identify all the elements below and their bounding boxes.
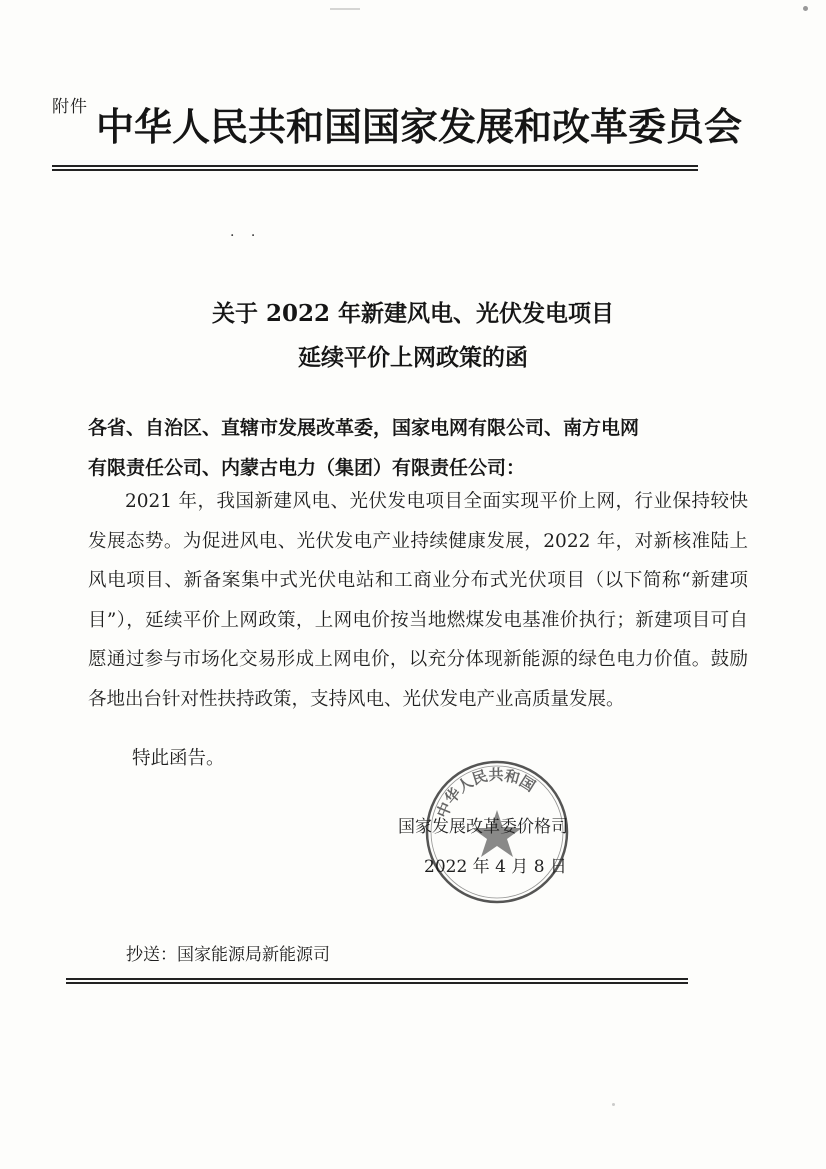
addressee xyxy=(88,408,748,488)
addressee-line-2: 有限责任公司、内蒙古电力（集团）有限责任公司： xyxy=(88,457,526,479)
title-line-1: 关于 2022 年新建风电、光伏发电项目 xyxy=(211,300,615,327)
addressee-line-1: 各省、自治区、直辖市发展改革委，国家电网有限公司、南方电网 xyxy=(88,417,640,439)
body-text xyxy=(88,482,748,719)
signing-organization: 国家发展改革委价格司 xyxy=(398,817,568,837)
attachment-label: 附件 xyxy=(52,97,88,117)
cc-line: 抄送：国家能源局新能源司 xyxy=(126,945,330,965)
scan-speck xyxy=(803,6,808,11)
document-title xyxy=(0,292,826,380)
signing-date: 2022 年 4 月 8 日 xyxy=(424,857,567,877)
scan-speck xyxy=(612,1103,615,1106)
svg-text:中华人民共和国: 中华人民共和国 xyxy=(433,765,539,821)
body-paragraph: 2021 年，我国新建风电、光伏发电项目全面实现平价上网，行业保持较快发展态势。为促进风电、光伏发电产业持续健康发展，2022 年，对新核准陆上风电项目、新备案集中式光伏电站和工商业分布式光伏项目（以下简称“新建项目”），延续平价上网政策，上网电价按当地燃煤发电基准价执行；新建项目可自愿通过参与市场化交易形成上网电价，以充分体现新能源的绿色电力价值。鼓励各地出台针对性扶持政策，支持风电、光伏发电产业高质量发展。 xyxy=(88,491,748,710)
header-divider xyxy=(52,165,698,171)
scan-speck xyxy=(330,8,360,10)
issuer-header: 中华人民共和国国家发展和改革委员会 xyxy=(96,104,743,149)
scan-marks: · · xyxy=(230,228,262,244)
footer-divider xyxy=(66,978,688,984)
closing-remark: 特此函告。 xyxy=(132,748,225,769)
title-line-2: 延续平价上网政策的函 xyxy=(298,344,528,371)
